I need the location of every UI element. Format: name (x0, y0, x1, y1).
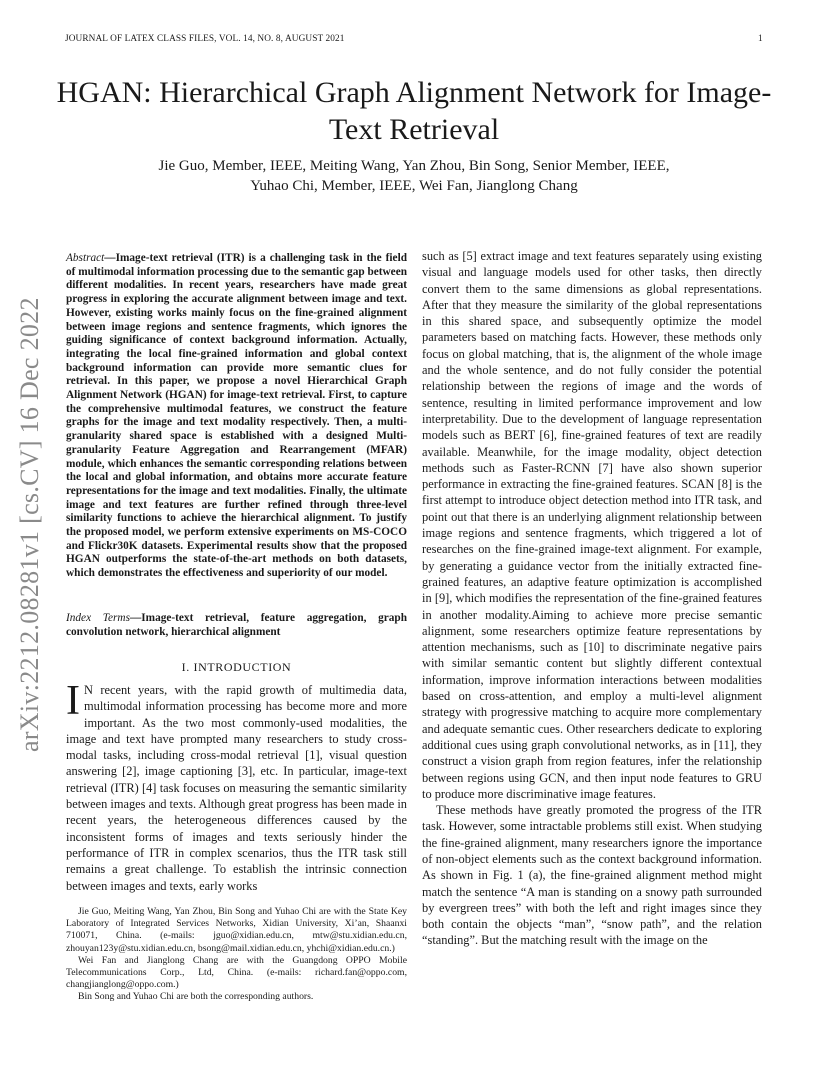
right-paragraph-1: such as [5] extract image and text features separately using existing visual and language models used for other tasks, then directly convert them to the same dimensions as global representations. After that they measure the similarity of the global representations in this shared space, and subsequently optimize the model parameters based on matching facts. However, these methods only focus on global matching, that is, the alignment of the whole image and the whole sentence, and do not fully consider the potential relationship between the regions of image and the words of sentence, resulting in limited performance improvement and low interpretability. Due to the development of language representation models such as BERT [6], fine-grained features of text are readily available. Meanwhile, for the image modality, object detection methods such as Faster-RCNN [7] have also shown superior performance in extracting the fine-grained features. SCAN [8] is the first attempt to introduce object detection method into ITR task, and point out that there is an underlying alignment relationship between image regions and sentence fragments, which triggered a lot of researches on the fine-grained image-text alignment. For example, by generating a guidance vector from the initially extracted fine-grained features, an adaptive feature optimization is accomplished in [9], which modifies the representation of the fine-grained features in another modality.Aiming to achieve more precise semantic alignment, some researchers optimize feature representations by attention mechanisms, such as [10] to discriminate negative pairs with similar semantic content but slightly different contextual information, improve information interactions between modalities based on cross-attention, and employ a multi-level alignment strategy with progressive matching to acquire more complementary and adequate semantic cues. Other researchers dedicate to exploring additional cues using graph convolutional networks, as in [11], they construct a vision graph from region features, infer the relationship between regions using GCN, and then input node features to GRU to produce more discriminative image features. (422, 249, 762, 801)
author-list (60, 156, 768, 196)
footnote-corresponding: Bin Song and Yuhao Chi are both the corresponding authors. (78, 991, 314, 1003)
footnotes (66, 906, 407, 1004)
author-line-1: Jie Guo, Member, IEEE, Meiting Wang, Yan Zhou, Bin Song, Senior Member, IEEE, (158, 158, 670, 174)
right-paragraph-2: These methods have greatly promoted the progress of the ITR task. However, some intractable problems still exist. When studying the fine-grained alignment, many researchers ignore the importance of non-object elements such as the context background information. As shown in Fig. 1 (a), the fine-grained alignment method might match the sentence “A man is standing on a snowy path surrounded by evergreen trees” with both the left and right images since they both contain the objects “man”, “snow path”, and the relation “standing”. But the matching result with the image on the (422, 803, 762, 948)
running-header: JOURNAL OF LATEX CLASS FILES, VOL. 14, NO. 8, AUGUST 2021 (65, 34, 345, 44)
author-line-2: Yuhao Chi, Member, IEEE, Wei Fan, Jianglong Chang (250, 178, 578, 194)
abstract-label: Abstract (66, 252, 105, 264)
abstract-text: —Image-text retrieval (ITR) is a challenging task in the field of multimodal information processing due to the semantic gap between different modalities. In recent years, researchers have made great progress in exploring the accurate alignment between image and text. However, existing works mainly focus on the fine-grained alignment between image regions and sentence fragments, which ignores the guiding significance of context background information. Actually, integrating the local fine-grained information and global context background information can provide more semantic clues for retrieval. In this paper, we propose a novel Hierarchical Graph Alignment Network (HGAN) for image-text retrieval. First, to capture the comprehensive multimodal features, we construct the feature graphs for the image and text modality respectively. Then, a multi-granularity shared space is established with a designed Multi-granularity Feature Aggregation and Rearrangement (MFAR) module, which enhances the semantic corresponding relations between the local and global information, and obtains more accurate feature representations for the image and text modalities. Finally, the ultimate image and text features are further refined through three-level similarity functions to achieve the hierarchical alignment. To justify the proposed model, we perform extensive experiments on MS-COCO and Flickr30K datasets. Experimental results show that the proposed HGAN outperforms the state-of-the-art methods on both datasets, which demonstrates the effectiveness and superiority of our model. (66, 252, 407, 580)
page-number: 1 (758, 34, 763, 44)
right-column-text (422, 248, 762, 949)
arxiv-id: arXiv:2212.08281v1 [cs.CV] 16 Dec 2022 (15, 297, 44, 752)
index-terms-text: —Image-text retrieval, feature aggregation, graph convolution network, hierarchical alignment (66, 612, 407, 638)
abstract (66, 252, 407, 581)
paper-title: HGAN: Hierarchical Graph Alignment Network for Image-Text Retrieval (56, 76, 772, 146)
arxiv-stamp (9, 282, 49, 752)
index-terms (66, 612, 407, 639)
section-heading: I. INTRODUCTION (181, 660, 292, 674)
intro-paragraph: N recent years, with the rapid growth of multimedia data, multimodal information processing has become more and more important. As the two most commonly-used modalities, the image and text have prompted many researchers to study cross-modal tasks, including cross-modal retrieval [1], visual question answering [2], image captioning [3], etc. In particular, image-text retrieval (ITR) [4] task focuses on measuring the semantic similarity between images and texts. Although great progress has been made in recent years, the heterogeneous differences caused by the inconsistent forms of images and texts seriously hinder the performance of ITR in complex scenarios, thus the ITR task still remains a great challenge. To establish the intrinsic connection between images and texts, early works (66, 683, 407, 893)
index-terms-label: Index Terms (66, 612, 130, 624)
footnote-affiliation-oppo: Wei Fan and Jianglong Chang are with the Guangdong OPPO Mobile Telecommunications Corp., Ltd, China. (e-mails: richard.fan@oppo.com, changjianglong@oppo.com.) (66, 954, 407, 991)
introduction-text (66, 678, 407, 894)
footnote-affiliation-xidian: Jie Guo, Meiting Wang, Yan Zhou, Bin Song and Yuhao Chi are with the State Key Laboratory of Integrated Services Networks, Xidian University, Xi’an, Shaanxi 710071, China. (e-mails: jguo@xidian.edu.cn, mtw@stu.xidian.edu.cn, zhouyan123y@stu.xidian.edu.cn, bsong@mail.xidian.edu.cn, yhchi@xidian.edu.cn.) (66, 906, 407, 954)
drop-cap: I (66, 678, 80, 724)
